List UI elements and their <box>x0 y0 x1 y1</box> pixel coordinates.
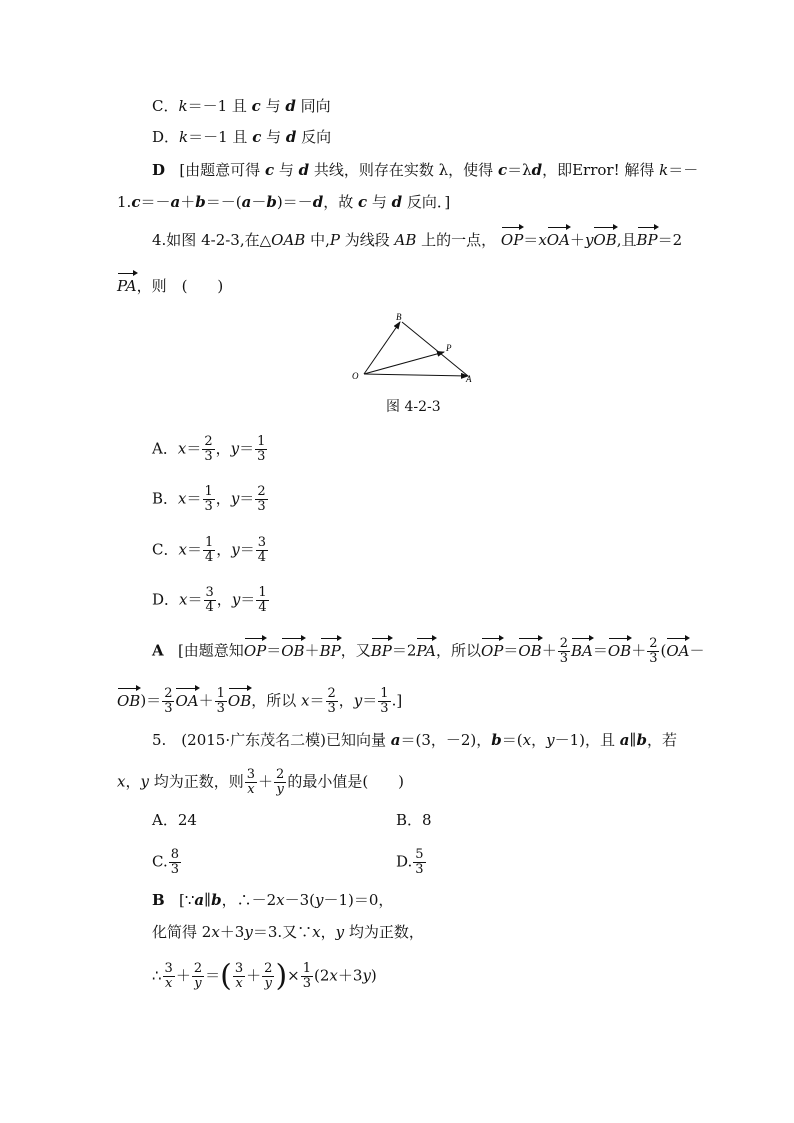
q5-option-b: B．8 <box>396 811 432 829</box>
vector-op <box>364 352 444 374</box>
vector-ob <box>364 322 400 374</box>
q4-answer-line1: A [由题意知OP＝OB＋BP，又BP＝2PA，所以OP＝OB＋ $\frac{2}{3}$ BA＝OB＋ $\frac{2}{3}$ (OA－ <box>152 636 705 666</box>
q3-answer-line1: D [由题意可得 c 与 d 共线，则存在实数 λ，使得 c＝λd，即Error! 解得 k＝－ <box>152 161 699 179</box>
triangle-oab-figure <box>330 300 480 388</box>
q4-answer-letter: A <box>152 641 164 660</box>
figure-caption: 图 4-2-3 <box>386 399 441 415</box>
segment-ab <box>402 322 468 376</box>
label-p: P <box>446 343 452 353</box>
label-o: O <box>352 371 359 381</box>
q4-stem-line1: 4.如图 4-2-3,在△OAB 中,P 为线段 AB 上的一点， OP＝xOA＋yOB,且BP＝2 <box>152 231 683 249</box>
q5-answer-line2: 化简得 2x＋3y＝3.又∵x，y 均为正数， <box>152 923 424 941</box>
q3-option-d: D．k＝－1 且 c 与 d 反向 <box>152 128 332 146</box>
q4-option-c: C．x＝ $\frac{1}{4}$ ，y＝ $\frac{3}{4}$ <box>152 535 267 565</box>
q4-answer-line2: OB)＝ $\frac{2}{3}$ OA＋ $\frac{1}{3}$ OB，所以 x＝ $\frac{2}{3}$ ，y＝ $\frac{1}{3}$ .] <box>117 686 403 716</box>
q5-option-c: C. $\frac{8}{3}$ <box>152 847 179 877</box>
q4-stem-line2: PA，则 ( ) <box>117 277 224 295</box>
label-b: B <box>396 312 402 322</box>
q5-option-a: A．24 <box>152 811 197 829</box>
q5-answer-line3: ∴ $\frac{3}{x}$ ＋ $\frac{2}{y}$ ＝( $\frac{3}{x}$ ＋ $\frac{2}{y}$ )× $\frac{1}{3}$ (2x＋3y) <box>152 958 377 994</box>
q3-answer-line2: 1.c＝－a＋b＝－(a－b)＝－d，故 c 与 d 反向．] <box>117 193 451 211</box>
q5-option-d: D. $\frac{5}{3}$ <box>396 847 424 877</box>
q5-answer-letter: B <box>152 891 165 909</box>
q4-option-d: D．x＝ $\frac{3}{4}$ ，y＝ $\frac{1}{4}$ <box>152 585 267 615</box>
q5-stem-line2: x，y 均为正数，则 $\frac{3}{x}$ ＋ $\frac{2}{y}$ 的最小值是( ) <box>117 767 405 797</box>
q4-option-b: B．x＝ $\frac{1}{3}$ ，y＝ $\frac{2}{3}$ <box>152 484 266 514</box>
label-a: A <box>466 374 472 384</box>
q5-answer-line1: B [∵a∥b，∴－2x－3(y－1)＝0， <box>152 891 394 909</box>
q4-option-a: A．x＝ $\frac{2}{3}$ ，y＝ $\frac{1}{3}$ <box>152 434 266 464</box>
q5-stem-line1: 5. (2015·广东茂名二模)已知向量 a＝(3，－2)，b＝(x，y－1)，且 a∥b，若 <box>152 731 677 749</box>
vector-oa <box>364 374 468 376</box>
q3-answer-letter: D <box>152 161 166 179</box>
q3-option-c: C．k＝－1 且 c 与 d 同向 <box>152 97 331 115</box>
